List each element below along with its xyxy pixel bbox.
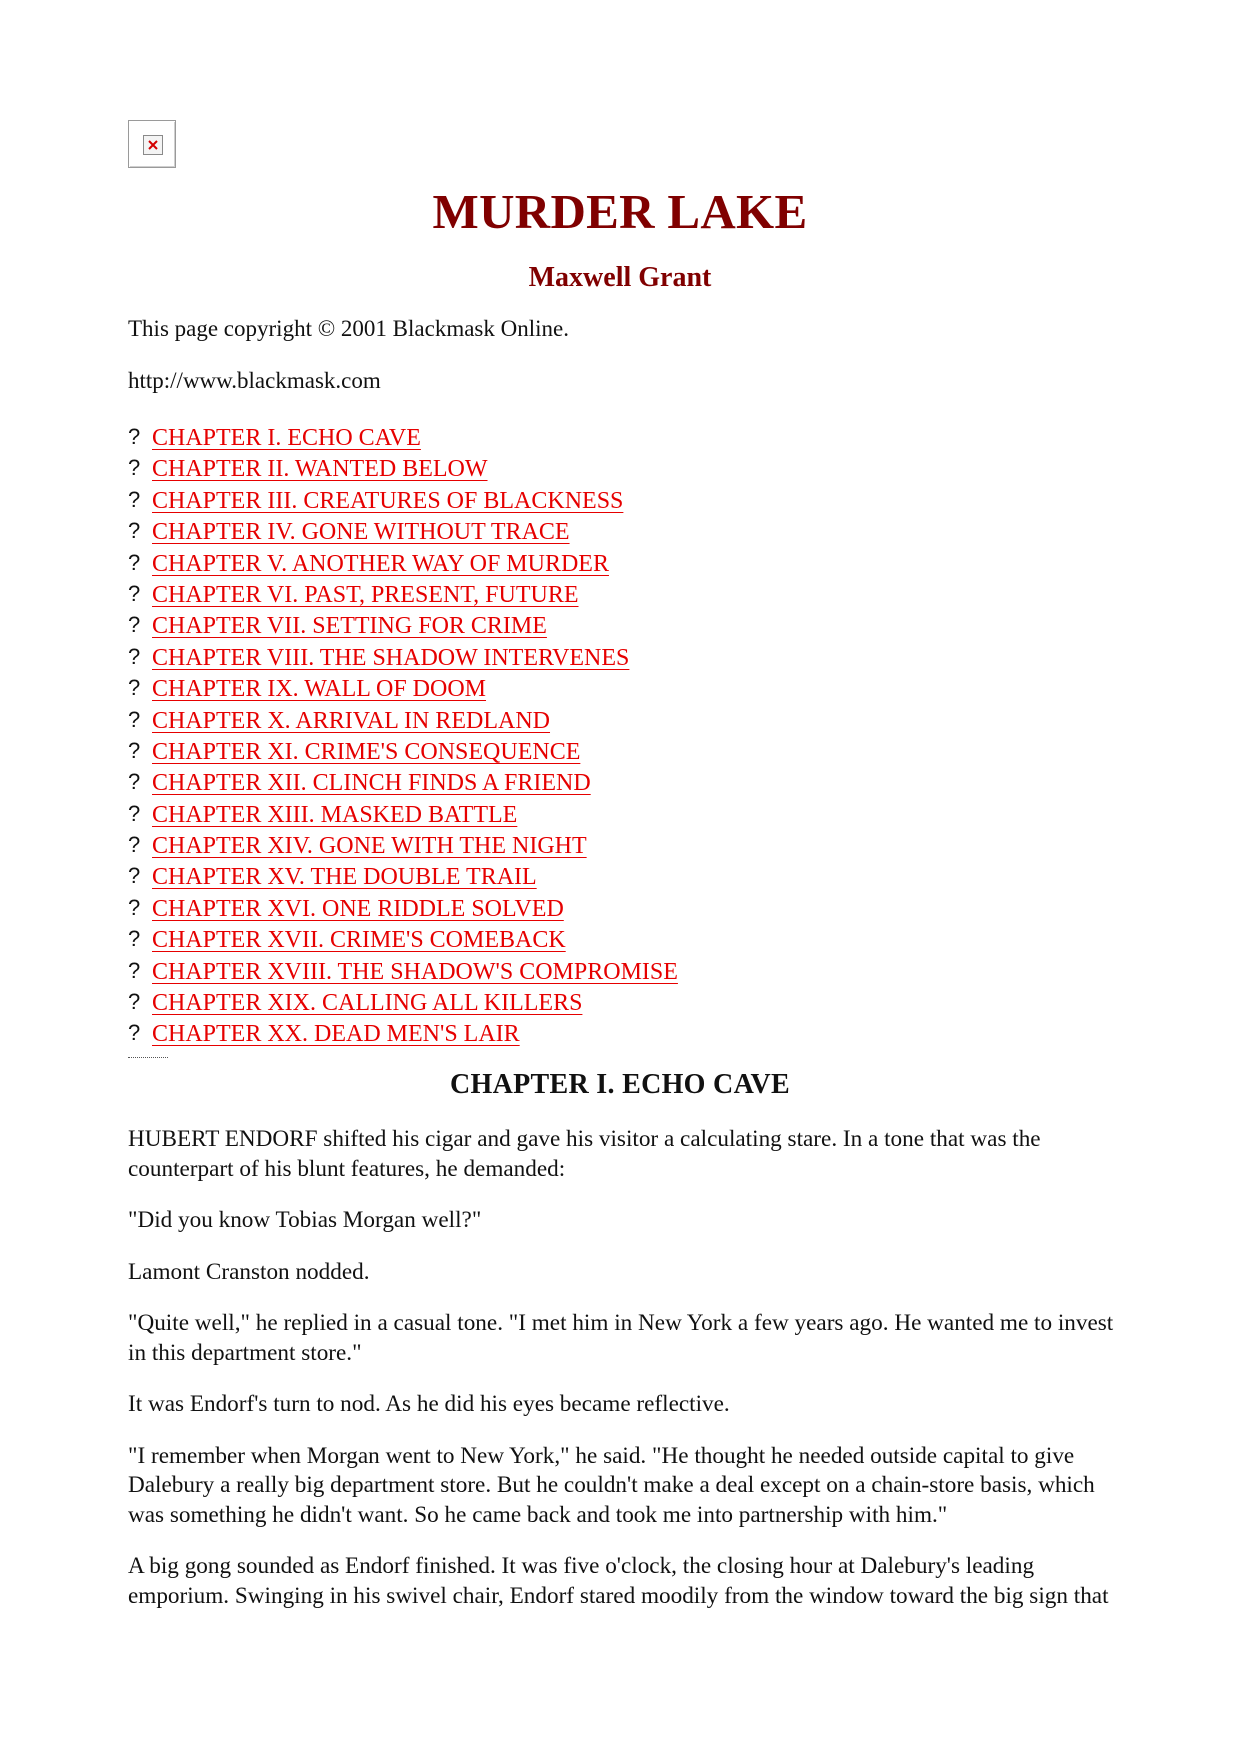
chapter-link[interactable]: CHAPTER XX. DEAD MEN'S LAIR [152, 1021, 520, 1048]
toc-item [128, 833, 678, 864]
toc-bullet: ? [128, 832, 141, 858]
chapter-link[interactable]: CHAPTER IV. GONE WITHOUT TRACE [152, 519, 570, 546]
chapter-link[interactable]: CHAPTER I. ECHO CAVE [152, 425, 421, 451]
toc-item [128, 896, 678, 927]
paragraph: A big gong sounded as Endorf finished. It was five o'clock, the closing hour at Dalebury's leading emporium. Swinging in his swivel chair, Endorf stared moodily from the window toward the big sign that [128, 1553, 1109, 1609]
paragraph: It was Endorf's turn to nod. As he did his eyes became reflective. [128, 1391, 730, 1417]
chapter-link[interactable]: CHAPTER VI. PAST, PRESENT, FUTURE [152, 581, 579, 608]
book-author: Maxwell Grant [528, 262, 712, 293]
toc-bullet: ? [128, 580, 141, 606]
toc-item [128, 708, 678, 739]
toc-bullet: ? [128, 424, 141, 449]
clipped-text-fragment [128, 1057, 188, 1060]
chapter-body [128, 1125, 1118, 1633]
chapter-link[interactable]: CHAPTER VIII. THE SHADOW INTERVENES [152, 644, 630, 671]
toc-item [128, 582, 678, 613]
paragraph: HUBERT ENDORF shifted his cigar and gave his visitor a calculating stare. In a tone that was the counterpart of his blunt features, he demanded: [128, 1126, 1041, 1182]
chapter-link[interactable]: CHAPTER X. ARRIVAL IN REDLAND [152, 707, 551, 734]
copyright-notice: This page copyright © 2001 Blackmask Online. [128, 316, 569, 341]
toc-bullet: ? [128, 863, 141, 889]
toc-item [128, 488, 678, 519]
toc-bullet: ? [128, 926, 141, 952]
toc-bullet: ? [128, 769, 141, 795]
table-of-contents [128, 425, 678, 1053]
chapter-link[interactable]: CHAPTER XII. CLINCH FINDS A FRIEND [152, 770, 591, 797]
toc-item [128, 425, 678, 456]
chapter-link[interactable]: CHAPTER XVI. ONE RIDDLE SOLVED [152, 895, 564, 922]
paragraph: "Quite well," he replied in a casual tone. "I met him in New York a few years ago. He wanted me to invest in this department store." [128, 1310, 1114, 1366]
toc-item [128, 770, 678, 801]
toc-bullet: ? [128, 675, 141, 701]
toc-item [128, 551, 678, 582]
book-title: MURDER LAKE [432, 184, 808, 239]
toc-bullet: ? [128, 455, 141, 481]
paragraph: Lamont Cranston nodded. [128, 1258, 370, 1285]
chapter-link[interactable]: CHAPTER IX. WALL OF DOOM [152, 676, 487, 703]
toc-bullet: ? [128, 957, 141, 983]
chapter-link[interactable]: CHAPTER XVII. CRIME'S COMEBACK [152, 927, 566, 954]
toc-item [128, 645, 678, 676]
toc-item [128, 456, 678, 487]
chapter-link[interactable]: CHAPTER XIII. MASKED BATTLE [152, 801, 518, 828]
toc-item [128, 864, 678, 895]
chapter-link[interactable]: CHAPTER III. CREATURES OF BLACKNESS [152, 487, 624, 514]
toc-bullet: ? [128, 737, 141, 763]
toc-item [128, 927, 678, 958]
clipped-line [128, 1057, 168, 1059]
toc-bullet: ? [128, 643, 141, 669]
toc-bullet: ? [128, 706, 141, 732]
broken-image-placeholder [128, 120, 176, 168]
toc-item [128, 990, 678, 1021]
toc-bullet: ? [128, 486, 141, 512]
chapter-heading: CHAPTER I. ECHO CAVE [450, 1069, 790, 1100]
toc-bullet: ? [128, 894, 141, 920]
toc-bullet: ? [128, 800, 141, 826]
chapter-link[interactable]: CHAPTER XI. CRIME'S CONSEQUENCE [152, 738, 581, 765]
toc-bullet: ? [128, 989, 141, 1015]
toc-bullet: ? [128, 612, 141, 638]
toc-bullet: ? [128, 1020, 141, 1046]
chapter-link[interactable]: CHAPTER XIV. GONE WITH THE NIGHT [152, 833, 587, 860]
paragraph: "Did you know Tobias Morgan well?" [128, 1207, 482, 1233]
chapter-link[interactable]: CHAPTER V. ANOTHER WAY OF MURDER [152, 550, 609, 577]
chapter-link[interactable]: CHAPTER XIX. CALLING ALL KILLERS [152, 990, 583, 1017]
toc-item [128, 802, 678, 833]
toc-item [128, 959, 678, 990]
toc-bullet: ? [128, 518, 141, 544]
toc-item [128, 676, 678, 707]
toc-item [128, 1021, 678, 1052]
toc-item [128, 613, 678, 644]
toc-item [128, 519, 678, 550]
chapter-link[interactable]: CHAPTER XVIII. THE SHADOW'S COMPROMISE [152, 958, 678, 985]
toc-item [128, 739, 678, 770]
paragraph: "I remember when Morgan went to New York," he said. "He thought he needed outside capital to give Dalebury a really big department store. But he couldn't make a deal except on a chain-store basis, which was something he didn't want. So he came back and took me into partnership with him." [128, 1442, 1095, 1528]
broken-image-icon [143, 135, 163, 155]
chapter-link[interactable]: CHAPTER XV. THE DOUBLE TRAIL [152, 864, 537, 891]
chapter-link[interactable]: CHAPTER VII. SETTING FOR CRIME [152, 613, 547, 640]
website-url: http://www.blackmask.com [128, 368, 381, 393]
toc-bullet: ? [128, 549, 141, 575]
chapter-link[interactable]: CHAPTER II. WANTED BELOW [152, 456, 488, 483]
